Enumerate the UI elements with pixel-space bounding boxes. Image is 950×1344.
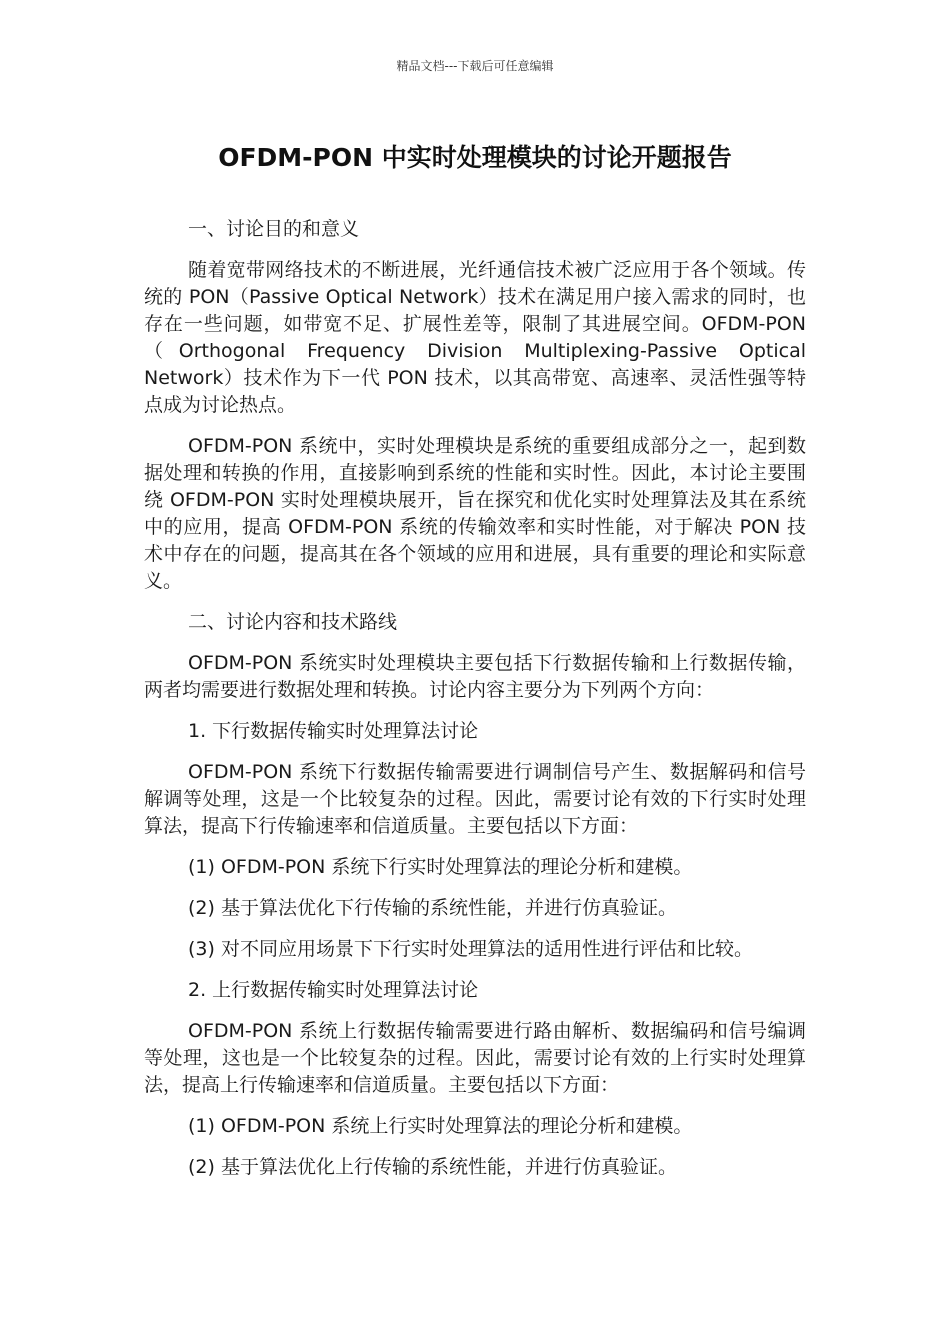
subsection-heading-downlink: 1. 下行数据传输实时处理算法讨论 <box>188 720 479 742</box>
paragraph-downlink: OFDM-PON 系统下行数据传输需要进行调制信号产生、数据解码和信号解调等处理，这是一个比较复杂的过程。因此，需要讨论有效的下行实时处理算法，提高下行传输速率和信道质量。主要包括以下方面： <box>144 761 806 837</box>
document-title: OFDM-PON 中实时处理模块的讨论开题报告 <box>218 143 732 172</box>
paragraph-background: 随着宽带网络技术的不断进展，光纤通信技术被广泛应用于各个领域。传统的 PON（Passive Optical Network）技术在满足用户接入需求的同时，也存在一些问题，如带宽不足、扩展性差等，限制了其进展空间。OFDM-PON（Orthogonal Frequency Division Multiplexing-Passive Optical Network）技术作为下一代 PON 技术，以其高带宽、高速率、灵活性强等特点成为讨论热点。 <box>144 259 806 416</box>
paragraph-content-overview: OFDM-PON 系统实时处理模块主要包括下行数据传输和上行数据传输，两者均需要进行数据处理和转换。讨论内容主要分为下列两个方向： <box>144 652 806 701</box>
paragraph-significance: OFDM-PON 系统中，实时处理模块是系统的重要组成部分之一，起到数据处理和转换的作用，直接影响到系统的性能和实时性。因此，本讨论主要围绕 OFDM-PON 实时处理模块展开，旨在探究和优化实时处理算法及其在系统中的应用，提高 OFDM-PON 系统的传输效率和实时性能，对于解决 PON 技术中存在的问题，提高其在各个领域的应用和进展，具有重要的理论和实际意义。 <box>144 435 806 592</box>
document-body <box>144 216 806 1195</box>
list-item: (2) 基于算法优化上行传输的系统性能，并进行仿真验证。 <box>188 1156 677 1178</box>
list-item: (3) 对不同应用场景下下行实时处理算法的适用性进行评估和比较。 <box>188 938 753 960</box>
list-item: (1) OFDM-PON 系统下行实时处理算法的理论分析和建模。 <box>188 856 693 878</box>
header-note: 精品文档---下载后可任意编辑 <box>396 59 554 73</box>
list-item: (1) OFDM-PON 系统上行实时处理算法的理论分析和建模。 <box>188 1115 693 1137</box>
section-heading-content: 二、讨论内容和技术路线 <box>188 611 398 633</box>
subsection-heading-uplink: 2. 上行数据传输实时处理算法讨论 <box>188 979 479 1001</box>
section-heading-purpose: 一、讨论目的和意义 <box>188 218 360 240</box>
list-item: (2) 基于算法优化下行传输的系统性能，并进行仿真验证。 <box>188 897 677 919</box>
paragraph-uplink: OFDM-PON 系统上行数据传输需要进行路由解析、数据编码和信号编调等处理，这也是一个比较复杂的过程。因此，需要讨论有效的上行实时处理算法，提高上行传输速率和信道质量。主要包括以下方面： <box>144 1020 806 1096</box>
